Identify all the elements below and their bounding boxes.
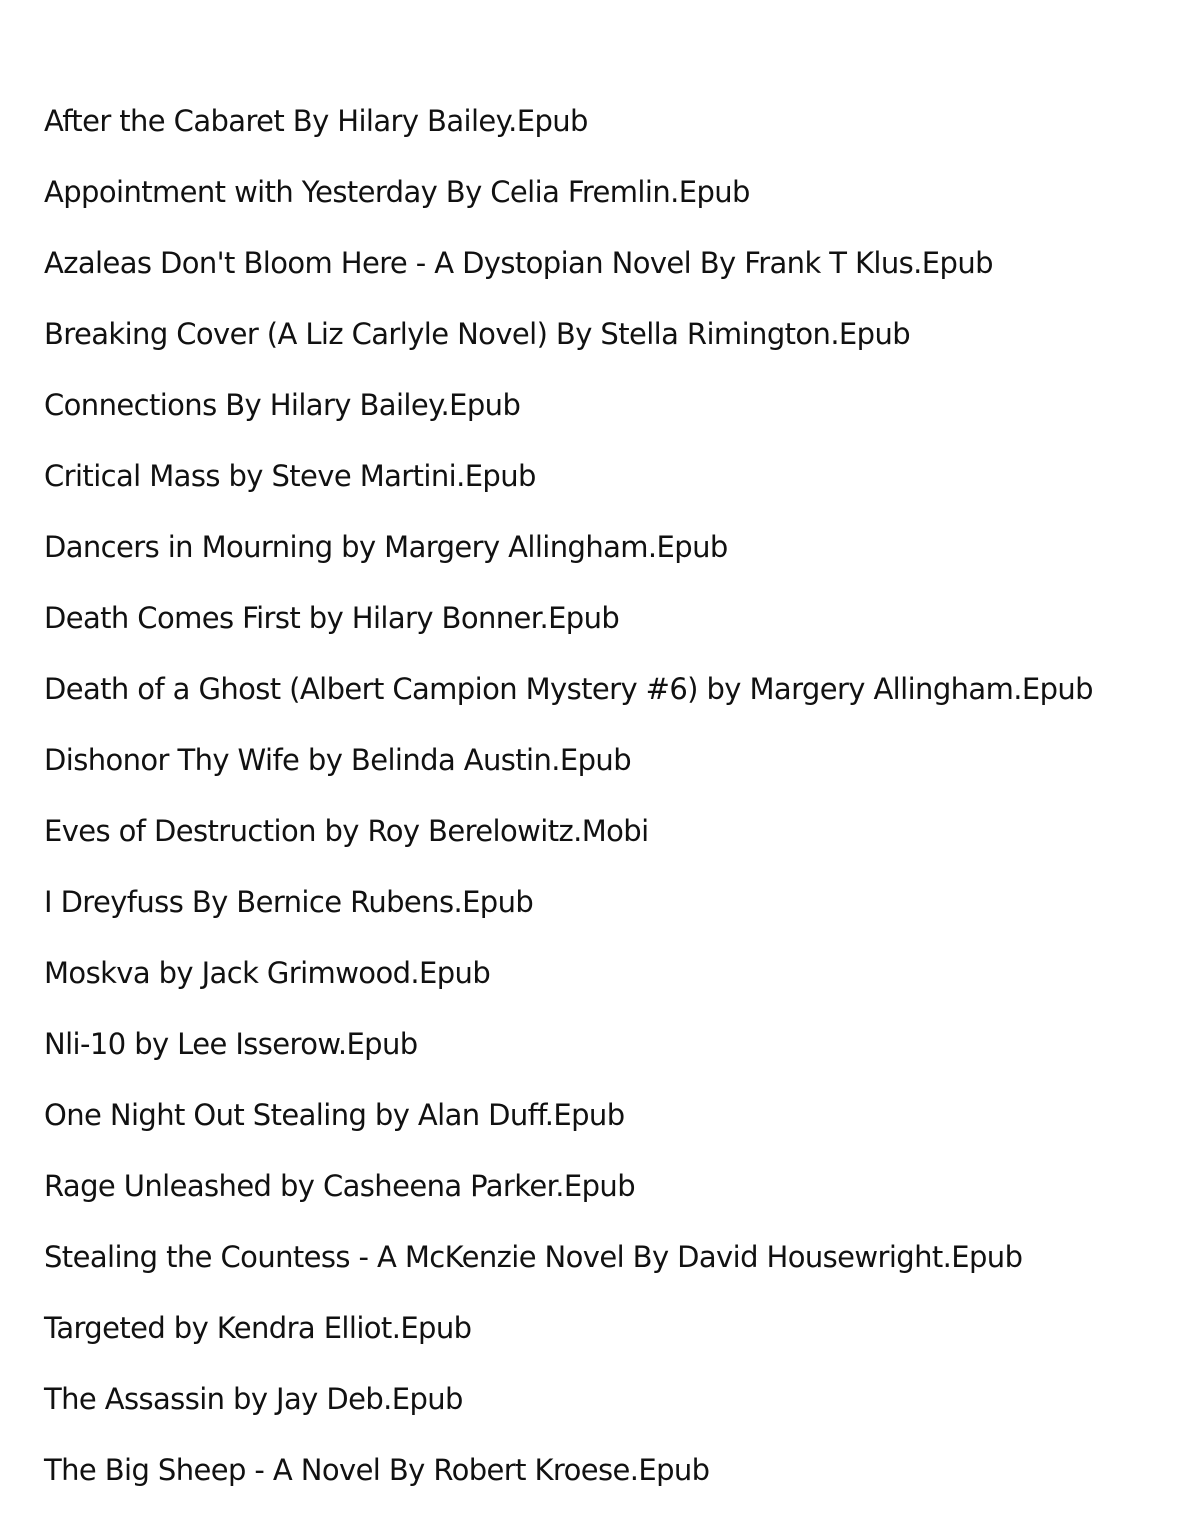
list-item: Nli-10 by Lee Isserow.Epub [44, 1027, 418, 1061]
list-item: The Assassin by Jay Deb.Epub [44, 1382, 463, 1416]
list-item: Targeted by Kendra Elliot.Epub [44, 1311, 472, 1345]
list-item: Stealing the Countess - A McKenzie Novel By David Housewright.Epub [44, 1240, 1023, 1274]
list-item: Dancers in Mourning by Margery Allingham.Epub [44, 530, 728, 564]
list-item: Connections By Hilary Bailey.Epub [44, 388, 521, 422]
file-list [44, 86, 1184, 1506]
list-item: Dishonor Thy Wife by Belinda Austin.Epub [44, 743, 632, 777]
list-item: Breaking Cover (A Liz Carlyle Novel) By Stella Rimington.Epub [44, 317, 911, 351]
list-item: I Dreyfuss By Bernice Rubens.Epub [44, 885, 534, 919]
list-item: Critical Mass by Steve Martini.Epub [44, 459, 536, 493]
list-item: Death of a Ghost (Albert Campion Mystery #6) by Margery Allingham.Epub [44, 672, 1093, 706]
list-item: Rage Unleashed by Casheena Parker.Epub [44, 1169, 636, 1203]
list-item: Azaleas Don't Bloom Here - A Dystopian Novel By Frank T Klus.Epub [44, 246, 993, 280]
list-item: One Night Out Stealing by Alan Duff.Epub [44, 1098, 625, 1132]
list-item: The Big Sheep - A Novel By Robert Kroese.Epub [44, 1453, 710, 1487]
list-item: Eves of Destruction by Roy Berelowitz.Mobi [44, 814, 649, 848]
list-item: Death Comes First by Hilary Bonner.Epub [44, 601, 620, 635]
list-item: Appointment with Yesterday By Celia Fremlin.Epub [44, 175, 750, 209]
list-item: Moskva by Jack Grimwood.Epub [44, 956, 491, 990]
list-item: After the Cabaret By Hilary Bailey.Epub [44, 104, 588, 138]
